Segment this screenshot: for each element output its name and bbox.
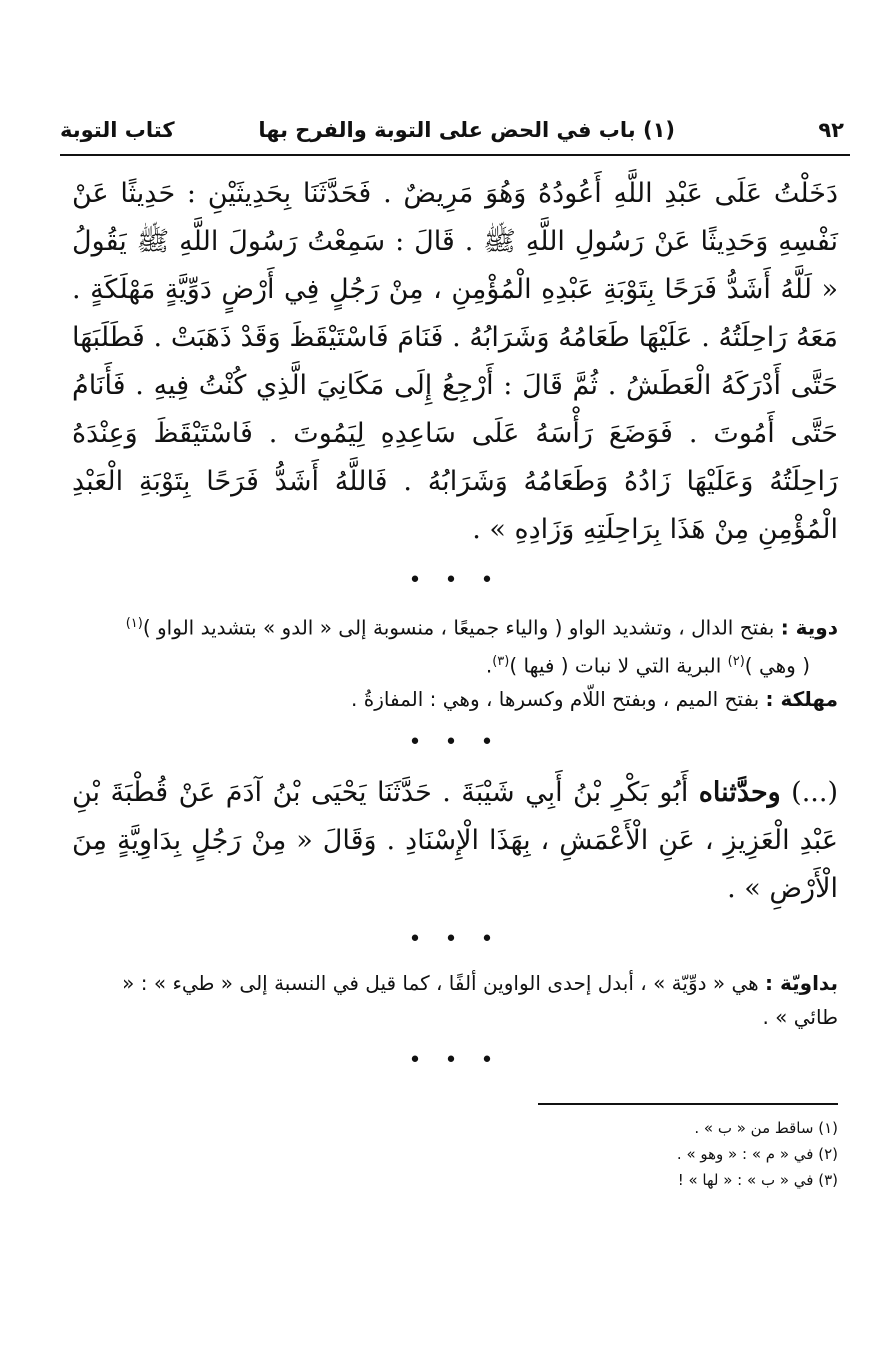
book-title: كتاب التوبة: [60, 118, 175, 142]
gloss-text: .: [485, 653, 493, 678]
gloss-term: بداويّة :: [765, 971, 838, 996]
hadith-number: (...): [780, 777, 838, 809]
footnotes: [72, 1115, 838, 1193]
gloss-line-1: [72, 607, 838, 645]
footnote-ref: (٢): [727, 653, 745, 669]
footnote-3: (٣) في « ب » : « لها » !: [677, 1171, 838, 1190]
gloss-definition: بفتح الدال ، وتشديد الواو ( والياء جميعًا ، منسوبة إلى « الدو » بتشديد الواو ): [142, 615, 775, 640]
footnote-ref: (١): [125, 616, 143, 631]
gloss-line-3: [72, 682, 838, 716]
hadith-secondary-text: [72, 769, 838, 913]
section-separator: • • •: [408, 568, 502, 593]
gloss-line: [72, 966, 838, 1034]
gloss-bidawiyya: [72, 966, 838, 1034]
section-separator: • • •: [408, 927, 502, 953]
section-separator: • • •: [408, 730, 502, 756]
page-number: ٩٢: [818, 118, 844, 142]
footnote-2: (٢) في « م » : « وهو » .: [676, 1145, 838, 1164]
gloss-line-2: [72, 645, 838, 683]
gloss-dawiyya: [72, 607, 838, 716]
footnote-1: (١) ساقط من « ب » .: [694, 1119, 838, 1138]
gloss-definition: هي « دوِّيّة » ، أبدل إحدى الواوين ألفًا ، كما قيل في النسبة إلى « طيء » : « طائي » .: [122, 971, 838, 1030]
gloss-text: ( وهي ): [744, 653, 810, 678]
page-header: [60, 110, 850, 156]
gloss-definition: بفتح الميم ، وبفتح اللّام وكسرها ، وهي : المفازةُ .: [351, 687, 760, 712]
footnote-rule: [538, 1103, 838, 1105]
hadith-body: أَبُو بَكْرِ بْنُ أَبِي شَيْبَةَ . حَدَّثَنَا يَحْيَى بْنُ آدَمَ عَنْ قُطْبَةَ بْنِ عَبْدِ الْعَزِيزِ ، عَنِ الْأَعْمَشِ ، بِهَذَا الْإِسْنَادِ . وَقَالَ « مِنْ رَجُلٍ بِدَاوِيَّةٍ مِنَ الْأَرْضِ » .: [72, 777, 838, 905]
gloss-term: دوية :: [780, 615, 838, 640]
book-page: [60, 110, 850, 1193]
gloss-text: البرية التي لا نبات ( فيها ): [509, 653, 722, 678]
chapter-title: (١) باب في الحض على التوبة والفرح بها: [258, 118, 675, 142]
section-separator: • • •: [408, 1048, 502, 1074]
gloss-term: مهلكة :: [765, 687, 838, 712]
hadith-main-text: دَخَلْتُ عَلَى عَبْدِ اللَّهِ أَعُودُهُ وَهُوَ مَرِيضٌ . فَحَدَّثَنَا بِحَدِيثَيْنِ : حَدِيثًا عَنْ نَفْسِهِ وَحَدِيثًا عَنْ رَسُولِ اللَّهِ ﷺ . قَالَ : سَمِعْتُ رَسُولَ اللَّهِ ﷺ يَقُولُ « لَلَّهُ أَشَدُّ فَرَحًا بِتَوْبَةِ عَبْدِهِ الْمُؤْمِنِ ، مِنْ رَجُلٍ فِي أَرْضٍ دَوِّيَّةٍ مَهْلَكَةٍ . مَعَهُ رَاحِلَتُهُ . عَلَيْهَا طَعَامُهُ وَشَرَابُهُ . فَنَامَ فَاسْتَيْقَظَ وَقَدْ ذَهَبَتْ . فَطَلَبَهَا حَتَّى أَدْرَكَهُ الْعَطَشُ . ثُمَّ قَالَ : أَرْجِعُ إِلَى مَكَانِيَ الَّذِي كُنْتُ فِيهِ . فَأَنَامُ حَتَّى أَمُوتَ . فَوَضَعَ رَأْسَهُ عَلَى سَاعِدِهِ لِيَمُوتَ . فَاسْتَيْقَظَ وَعِنْدَهُ رَاحِلَتُهُ وَعَلَيْهَا زَادُهُ وَطَعَامُهُ وَشَرَابُهُ . فَاللَّهُ أَشَدُّ فَرَحًا بِتَوْبَةِ الْعَبْدِ الْمُؤْمِنِ مِنْ هَذَا بِرَاحِلَتِهِ وَزَادِهِ » .: [72, 178, 838, 545]
footnote-ref: (٣): [492, 653, 510, 669]
hadith-lead: وحدَّثناه: [698, 777, 781, 809]
